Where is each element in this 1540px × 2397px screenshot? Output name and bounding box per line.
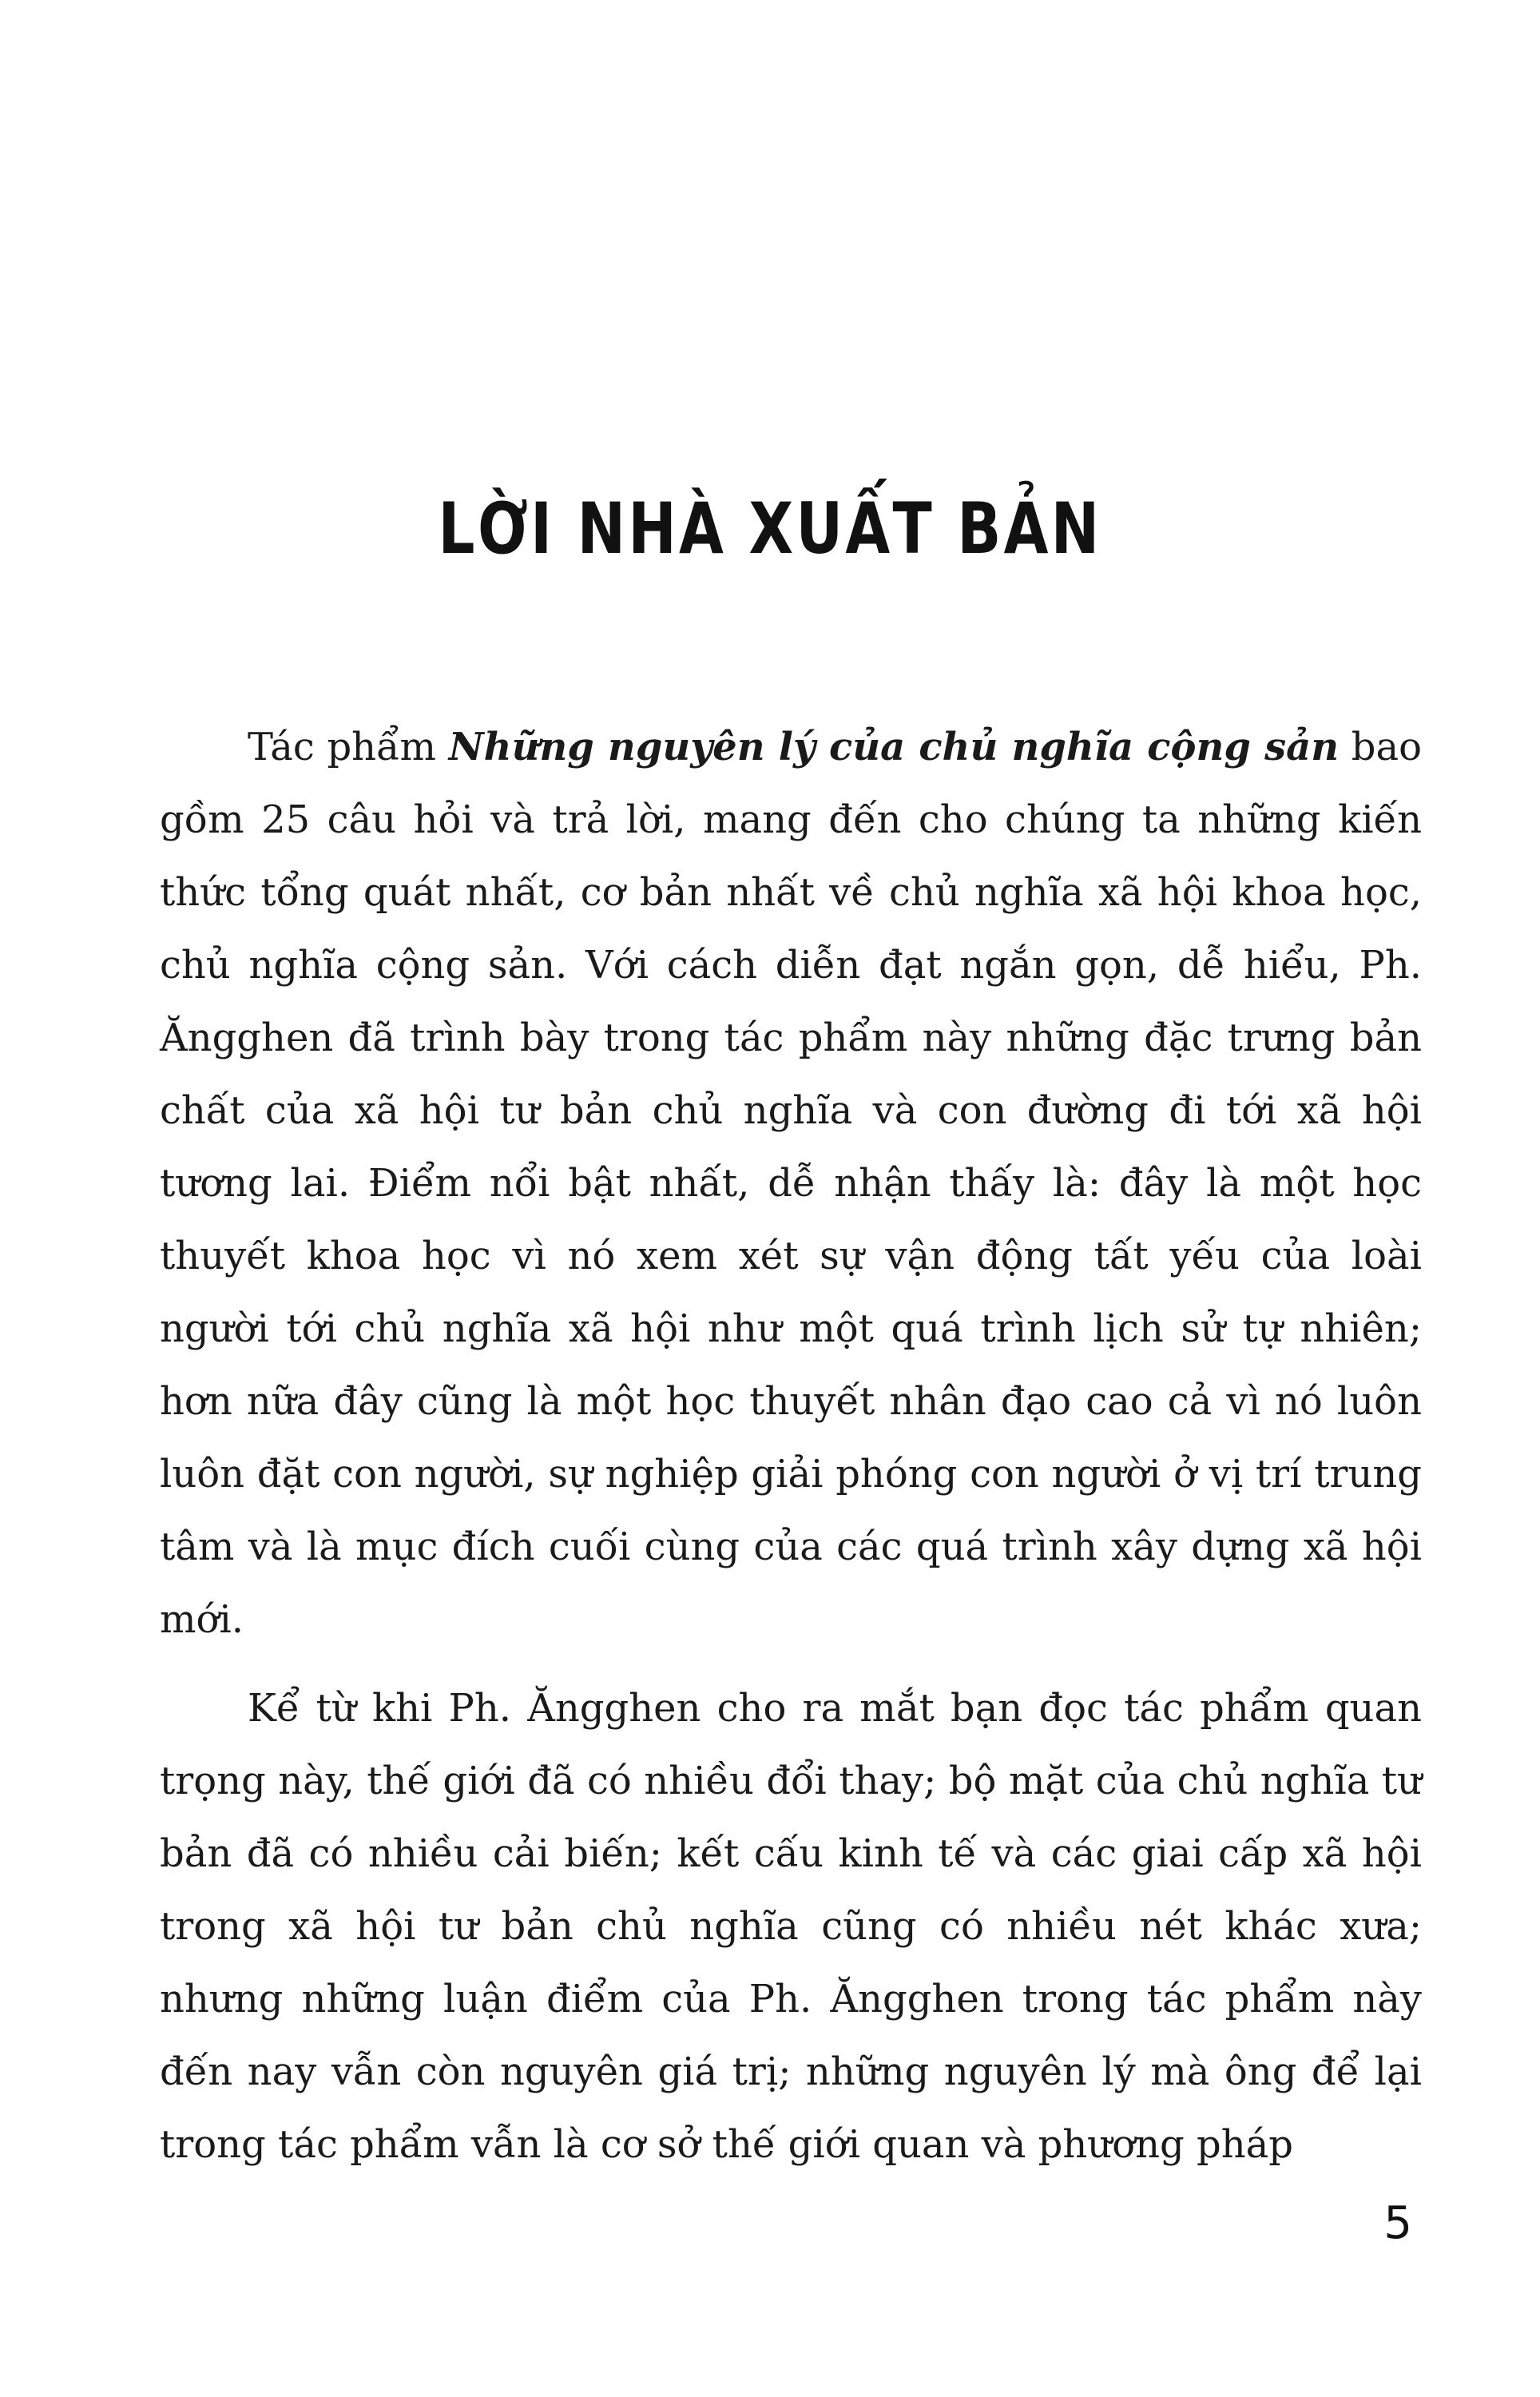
paragraph-1-rest: bao gồm 25 câu hỏi và trả lời, mang đến cho chúng ta những kiến thức tổng quát nhất, cơ bản nhất về chủ nghĩa xã hội khoa học, chủ nghĩa cộng sản. Với cách diễn đạt ngắn gọn, dễ hiểu, Ph. Ăngghen đã trình bày trong tác phẩm này những đặc trưng bản chất của xã hội tư bản chủ nghĩa và con đường đi tới xã hội tương lai. Điểm nổi bật nhất, dễ nhận thấy là: đây là một học thuyết khoa học vì nó xem xét sự vận động tất yếu của loài người tới chủ nghĩa xã hội như một quá trình lịch sử tự nhiên; hơn nữa đây cũng là một học thuyết nhân đạo cao cả vì nó luôn luôn đặt con người, sự nghiệp giải phóng con người ở vị trí trung tâm và là mục đích cuối cùng của các quá trình xây dựng xã hội mới. <box>160 725 1423 1642</box>
work-title: Những nguyên lý của chủ nghĩa cộng sản <box>448 725 1340 769</box>
paragraph-1 <box>160 711 1422 1656</box>
body-text <box>160 711 1422 2197</box>
paragraph-1-lead: Tác phẩm <box>248 725 449 769</box>
paragraph-2: Kể từ khi Ph. Ăngghen cho ra mắt bạn đọc tác phẩm quan trọng này, thế giới đã có nhiều đổi thay; bộ mặt của chủ nghĩa tư bản đã có nhiều cải biến; kết cấu kinh tế và các giai cấp xã hội trong xã hội tư bản chủ nghĩa cũng có nhiều nét khác xưa; nhưng những luận điểm của Ph. Ăngghen trong tác phẩm này đến nay vẫn còn nguyên giá trị; những nguyên lý mà ông để lại trong tác phẩm vẫn là cơ sở thế giới quan và phương pháp <box>160 1686 1422 2167</box>
page-title: LỜI NHÀ XUẤT BẢN <box>438 487 1102 570</box>
page-number: 5 <box>1383 2197 1412 2249</box>
